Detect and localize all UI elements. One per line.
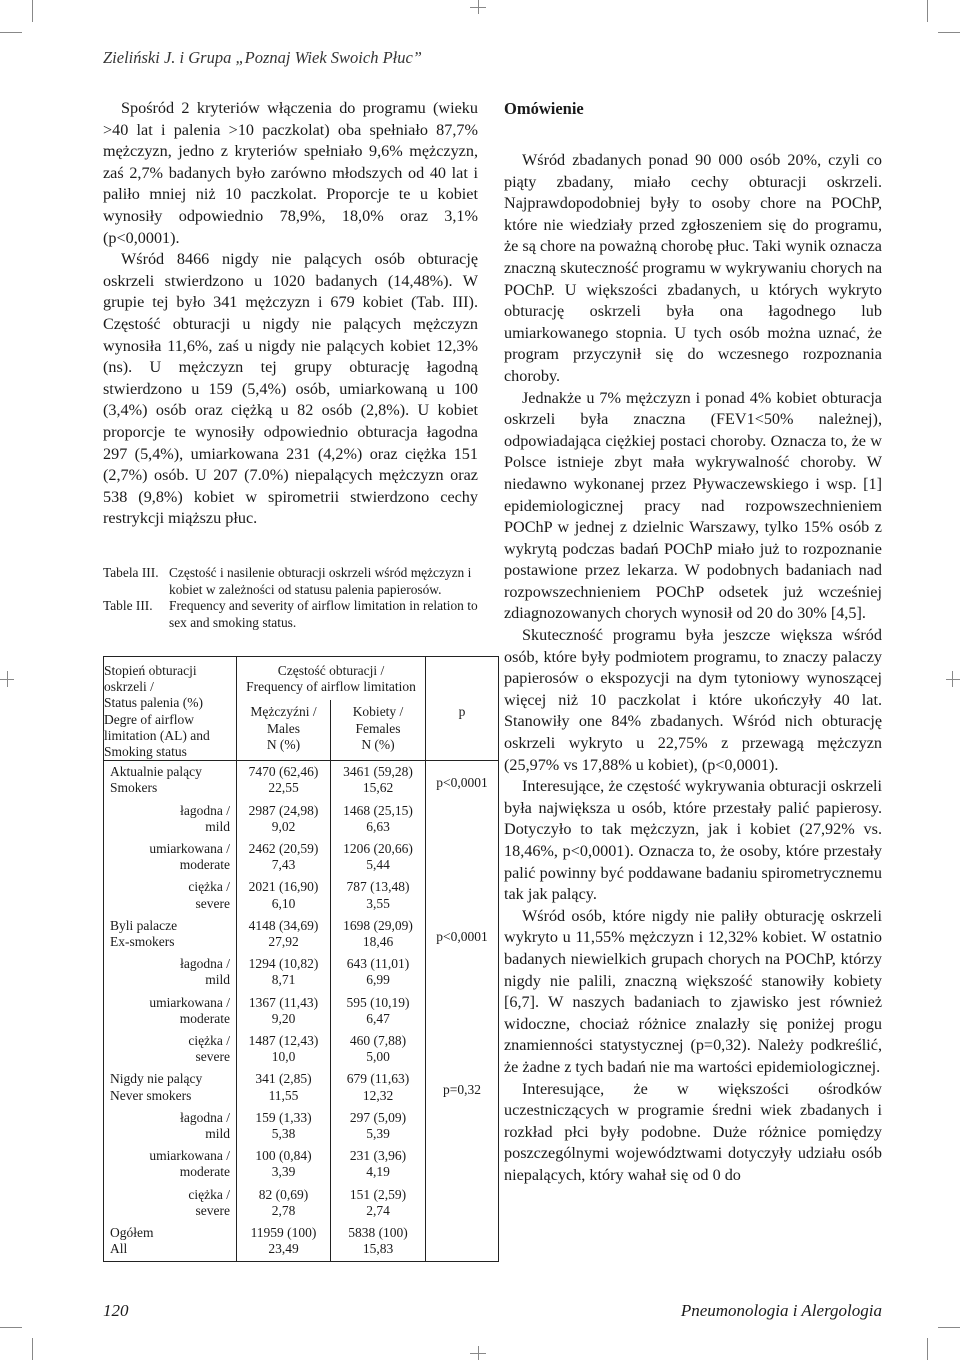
table-caption [103, 565, 483, 631]
males-value: 2987 (24,98) 9,02 [237, 800, 331, 838]
col-header-frequency: Częstość obturacji / Frequency of airflow limitation [237, 657, 426, 701]
row-label: umiarkowana / moderate [104, 1145, 237, 1183]
males-value: 82 (0,69) 2,78 [237, 1184, 331, 1222]
discussion-paragraph: Interesujące, że częstość wykrywania obturacji oskrzeli była największa u osób, które przestały palić papierosy. Dotyczyło to tak mężczyzn, jak i kobiet (27,92% vs. 18,46%, p<0,0001). Oznacza to, że osoby, które przestały palić powinny być poddawane badaniu spirometrycznemu tak jak palący. [504, 777, 882, 904]
males-value: 7470 (62,46) 22,55 [237, 761, 331, 800]
row-label: łagodna / mild [104, 1107, 237, 1145]
crop-mark [32, 1338, 33, 1360]
females-value: 1468 (25,15) 6,63 [331, 800, 426, 838]
discussion-paragraph: Skuteczność programu była jeszcze większa wśród osób, które były podmiotem programu, to znaczy palaczy papierosów o ekspozycji na dym tytoniowy wynoszącej więcej niż 10 paczkolat i które ukończyły 40 lat. Stanowiły one 84% zbadanych. Wśród nich obturację oskrzeli wykryto u 22,75% z przewagą mężczyzn (25,97% vs 17,88% u kobiet), (p<0,0001). [504, 626, 882, 774]
crop-mark [470, 7, 486, 8]
row-label: łagodna / mild [104, 953, 237, 991]
males-value: 2021 (16,90) 6,10 [237, 876, 331, 914]
females-value: 1698 (29,09) 18,46 [331, 915, 426, 953]
crop-mark [32, 0, 33, 22]
col-header-females: Kobiety / Females N (%) [331, 700, 426, 760]
table-row [104, 1222, 499, 1261]
females-value: 151 (2,59) 2,74 [331, 1184, 426, 1222]
section-heading: Omówienie [504, 99, 584, 118]
right-column [504, 98, 882, 1187]
col-header-males: Mężczyźni / Males N (%) [237, 700, 331, 760]
results-paragraph: Wśród 8466 nigdy nie palących osób obturację oskrzeli stwierdzono u 1020 badanych (14,48%). W grupie tej było 341 mężczyzn i 679 kobiet (Tab. III). Częstość obturacji u nigdy nie palących mężczyzn wynosiła 11,6%, zaś u nigdy nie palących kobiet 12,3% (ns). U mężczyzn tej grupy obturację łagodną stwierdzono u 159 (5,4%) osób, umiarkowaną u 100 (3,4%) osób oraz ciężką u 82 osób (2,8%). U kobiet proporcje te wynosiły odpowiednio obturacja łagodna 297 (5,4%), umiarkowana 231 (4,2%) oraz ciężka 151 (2,7%) osób. U 207 (7.0%) niepalących mężczyzn oraz 538 (9,8%) kobiet w spirometrii stwierdzono cechy restrykcji miąższu płuc. [103, 250, 478, 528]
row-label: ciężka / severe [104, 1030, 237, 1068]
row-label: Byli palacze Ex-smokers [104, 915, 237, 953]
females-value: 1206 (20,66) 5,44 [331, 838, 426, 876]
caption-label-en: Table III. [103, 598, 153, 614]
left-column [103, 98, 478, 530]
males-value: 1367 (11,43) 9,20 [237, 992, 331, 1030]
discussion-paragraph: Jednakże u 7% mężczyzn i ponad 4% kobiet obturacja oskrzeli była znaczna (FEV1<50% należnej), odpowiadająca ciężkiej postaci choroby. Oznacza to, że w Polsce istnieje zbyt mała wykrywalność choroby. W niedawno wykonanej przez Pływaczewskiego i wsp. [1] epidemiologicznej pracy nad rozpowszechnieniem POChP w jednej z dzielnic Warszawy, tylko 15% osób z wykrytą podczas badań POChP miało już to rozpoznanie postawione przez lekarza. W podobnych badaniach nad rozpowszechnieniem POChP odsetek już wcześniej zdiagnozowanych chorych wynosił od 20 do 30% [4,5]. [504, 388, 882, 623]
males-value: 100 (0,84) 3,39 [237, 1145, 331, 1183]
row-label: łagodna / mild [104, 800, 237, 838]
females-value: 3461 (59,28) 15,62 [331, 761, 426, 800]
table-row [104, 761, 499, 800]
col-header-p: p [426, 657, 499, 761]
crop-mark [946, 679, 960, 680]
crop-mark [938, 32, 960, 33]
males-value: 2462 (20,59) 7,43 [237, 838, 331, 876]
females-value: 5838 (100) 15,83 [331, 1222, 426, 1261]
table-iii [103, 656, 499, 1262]
p-value: p<0,0001 [426, 915, 499, 1069]
journal-name: Pneumonologia i Alergologia [680, 1301, 882, 1320]
crop-mark [938, 1327, 960, 1328]
crop-mark [927, 0, 928, 22]
row-label: ciężka / severe [104, 1184, 237, 1222]
crop-mark [470, 1353, 486, 1354]
crop-mark [7, 671, 8, 687]
males-value: 4148 (34,69) 27,92 [237, 915, 331, 953]
males-value: 1487 (12,43) 10,0 [237, 1030, 331, 1068]
females-value: 787 (13,48) 3,55 [331, 876, 426, 914]
caption-text-en: Frequency and severity of airflow limitation in relation to sex and smoking status. [169, 598, 478, 630]
crop-mark [927, 1338, 928, 1360]
males-value: 159 (1,33) 5,38 [237, 1107, 331, 1145]
males-value: 341 (2,85) 11,55 [237, 1068, 331, 1106]
females-value: 297 (5,09) 5,39 [331, 1107, 426, 1145]
p-value [426, 1222, 499, 1261]
females-value: 595 (10,19) 6,47 [331, 992, 426, 1030]
col-header-status: Stopień obturacji oskrzeli / Status palenia (%) Degre of airflow limitation (AL) and Smoking status [104, 657, 237, 761]
page-number: 120 [103, 1301, 129, 1320]
p-value: p<0,0001 [426, 761, 499, 915]
females-value: 231 (3,96) 4,19 [331, 1145, 426, 1183]
females-value: 679 (11,63) 12,32 [331, 1068, 426, 1106]
row-label: ciężka / severe [104, 876, 237, 914]
row-label: umiarkowana / moderate [104, 838, 237, 876]
males-value: 11959 (100) 23,49 [237, 1222, 331, 1261]
crop-mark [952, 671, 953, 687]
females-value: 460 (7,88) 5,00 [331, 1030, 426, 1068]
table-row [104, 1068, 499, 1106]
row-label: Ogółem All [104, 1222, 237, 1261]
row-label: Nigdy nie palący Never smokers [104, 1068, 237, 1106]
table-row [104, 915, 499, 953]
running-header: Zieliński J. i Grupa „Poznaj Wiek Swoich Płuc” [103, 48, 422, 67]
row-label: umiarkowana / moderate [104, 992, 237, 1030]
p-value: p=0,32 [426, 1068, 499, 1222]
table-header-row [104, 657, 499, 701]
females-value: 643 (11,01) 6,99 [331, 953, 426, 991]
caption-text-pl: Częstość i nasilenie obturacji oskrzeli wśród mężczyzn i kobiet w zależności od statusu palenia papierosów. [169, 565, 472, 597]
crop-mark [0, 1327, 22, 1328]
discussion-paragraph: Interesujące, że w większości ośrodków uczestniczących w programie średni wiek zbadanych i rozkład płci były podobne. Duże różnice pomiędzy poszczególnymi województwami dotyczyły udziału osób niepalących, który wahał się od 0 do [504, 1079, 882, 1184]
caption-label-pl: Tabela III. [103, 565, 159, 580]
males-value: 1294 (10,82) 8,71 [237, 953, 331, 991]
row-label: Aktualnie palący Smokers [104, 761, 237, 800]
discussion-paragraph: Wśród zbadanych ponad 90 000 osób 20%, czyli co piąty zbadany, miało cechy obturacji oskrzeli. Najprawdopodobniej były to osoby chore na POChP, które nie wiedziały przed zgłoszeniem się do programu, że są chore na poważną chorobę płuc. Taki wynik oznacza znaczną skuteczność programu w wykrywaniu chorych na POChP. U większości zbadanych, u których wykryto obturację oskrzeli była ona łagodnego lub umiarkowanego stopnia. U tych osób można uznać, że program przyczynił się do wczesnego rozpoznania choroby. [504, 151, 882, 385]
results-paragraph: Spośród 2 kryteriów włączenia do programu (wieku >40 lat i palenia >10 paczkolat) oba spełniało 87,7% mężczyzn, jedno z kryteriów spełniało 9,6% mężczyzn, zaś 2,7% badanych było zarówno młodszych od 40 lat i paliło mniej niż 10 paczkolat. Proporcje te u kobiet wynosiły odpowiednio 78,9%, 18,0% oraz 3,1% (p<0,0001). [103, 99, 478, 247]
discussion-paragraph: Wśród osób, które nigdy nie paliły obturację oskrzeli wykryto u 11,55% mężczyzn i 12,32% kobiet. W ostatnio badanych niewielkich grupach chorych na POChP, którzy nigdy nie palili, znaczną większość stanowiły kobiety [6,7]. W naszych badaniach to zjawisko jest również widoczne, chociaż różnice znalazły się poniżej progu znamienności statystycznej (p=0,32). Należy podkreślić, że żadne z tych badań nie ma wartości epidemiologicznej. [504, 906, 882, 1076]
crop-mark [0, 32, 22, 33]
